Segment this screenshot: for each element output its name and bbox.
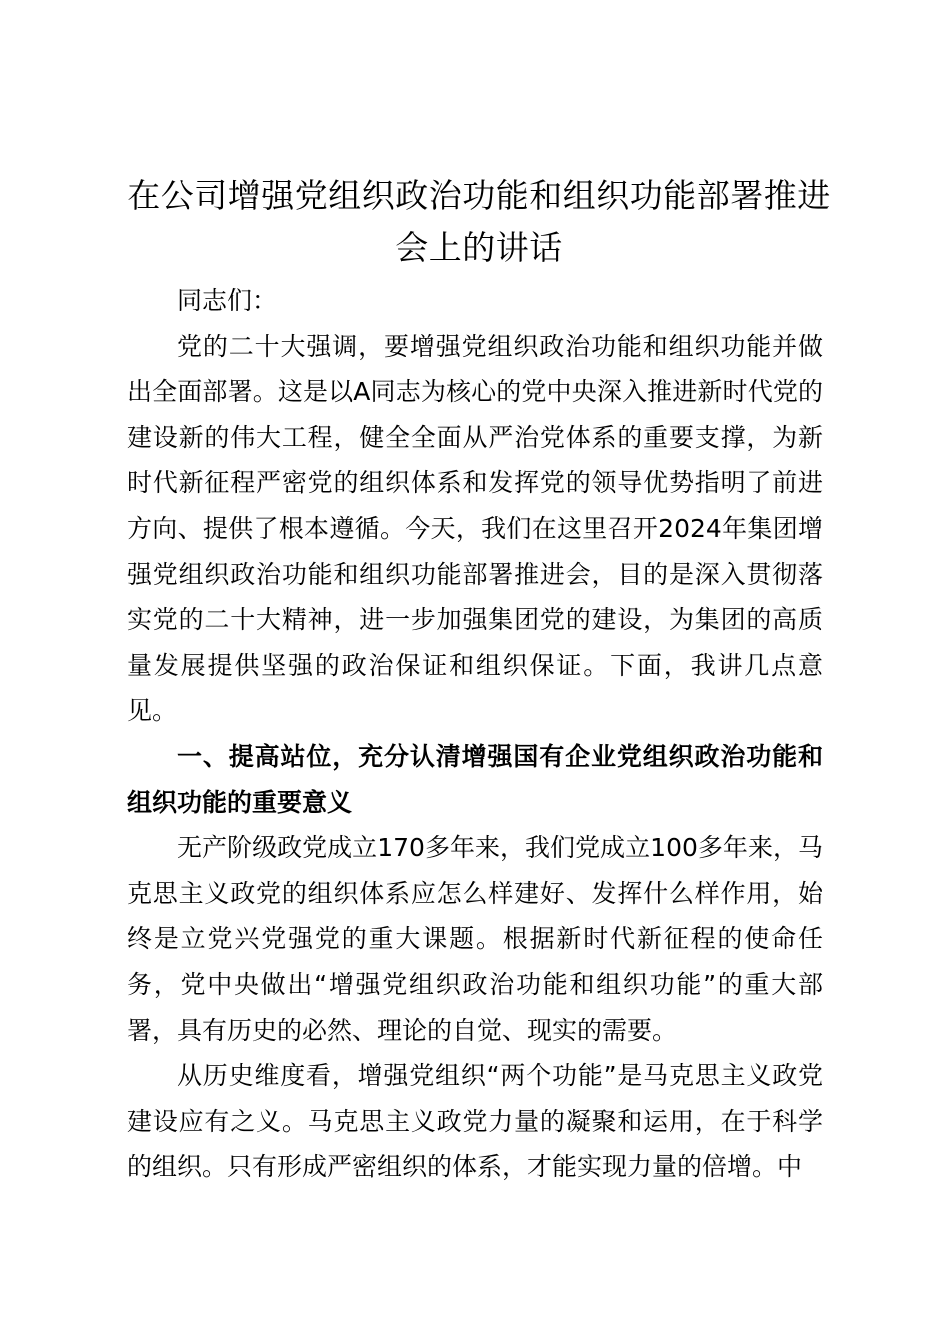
salutation: 同志们：	[177, 286, 278, 315]
section-heading-1: 一、提高站位，充分认清增强国有企业党组织政治功能和组织功能的重要意义	[127, 741, 823, 817]
paragraph-intro: 党的二十大强调，要增强党组织政治功能和组织功能并做出全面部署。这是以A同志为核心的党中央深入推进新时代党的建设新的伟大工程，健全全面从严治党体系的重要支撑，为新时代新征程严密党的组织体系和发挥党的领导优势指明了前进方向、提供了根本遵循。今天，我们在这里召开2024年集团增强党组织政治功能和组织功能部署推进会，目的是深入贯彻落实党的二十大精神，进一步加强集团党的建设，为集团的高质量发展提供坚强的政治保证和组织保证。下面，我讲几点意见。	[127, 331, 823, 726]
document-title: 在公司增强党组织政治功能和组织功能部署推进会上的讲话	[127, 176, 831, 267]
document-body	[127, 278, 823, 1190]
paragraph-history: 无产阶级政党成立170多年来，我们党成立100多年来，马克思主义政党的组织体系应怎么样建好、发挥什么样作用，始终是立党兴党强党的重大课题。根据新时代新征程的使命任务，党中央做出“增强党组织政治功能和组织功能”的重大部署，具有历史的必然、理论的自觉、现实的需要。	[127, 833, 823, 1045]
paragraph-historical-dimension: 从历史维度看，增强党组织“两个功能”是马克思主义政党建设应有之义。马克思主义政党力量的凝聚和运用，在于科学的组织。只有形成严密组织的体系，才能实现力量的倍增。中	[127, 1061, 823, 1182]
